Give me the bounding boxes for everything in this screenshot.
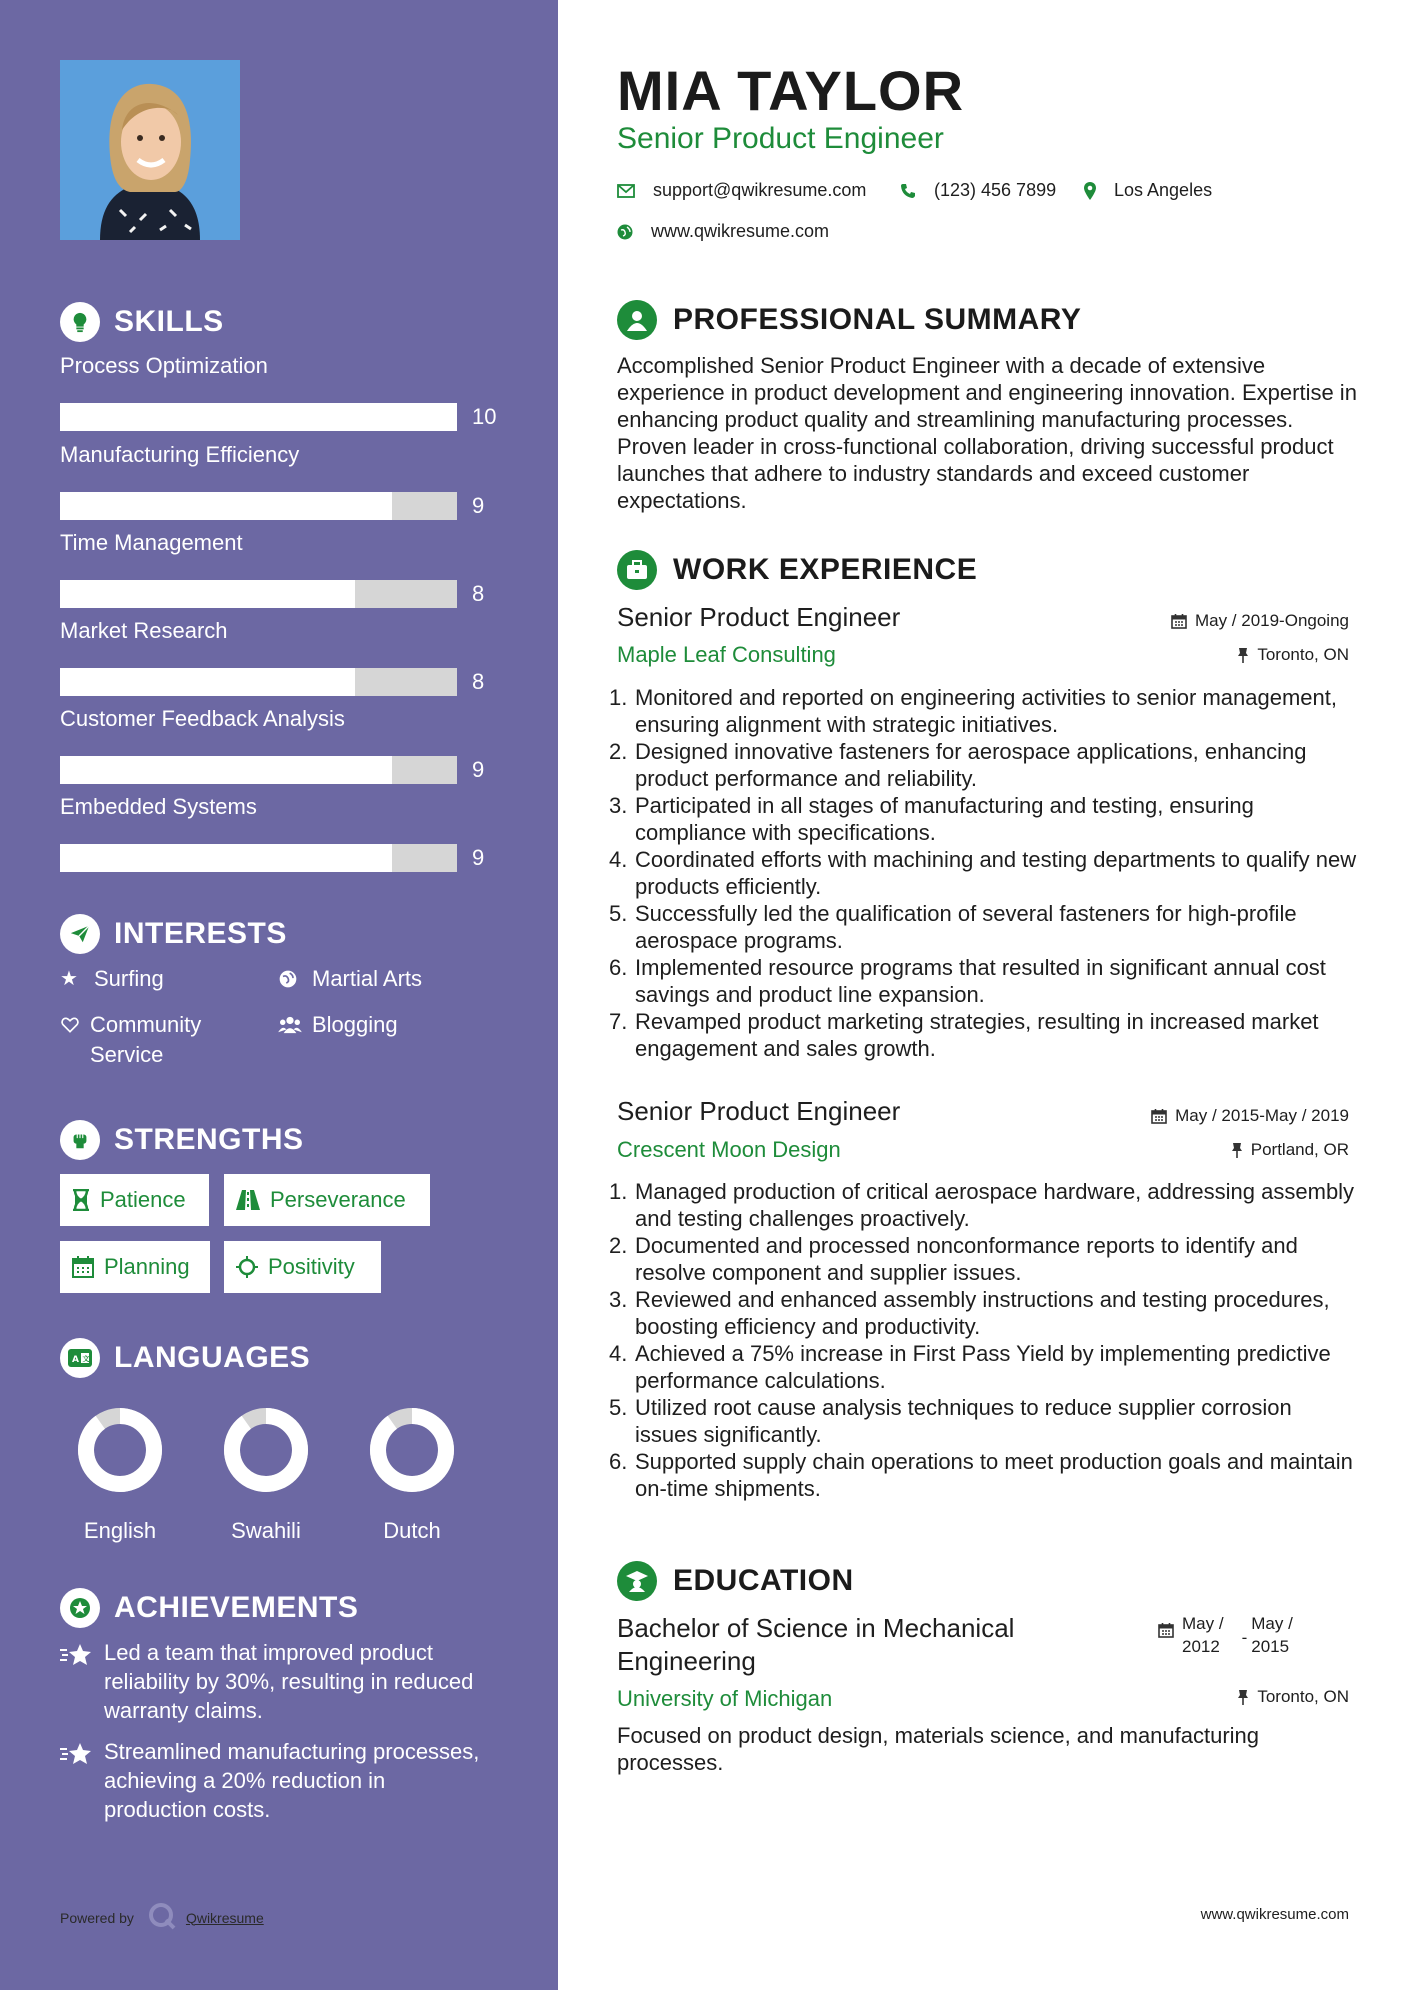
language-level-ring: [366, 1404, 458, 1496]
calendar-icon: [1151, 1108, 1167, 1124]
interest-item-community-service: [60, 1010, 240, 1070]
language-label: Swahili: [231, 1518, 301, 1543]
candidate-role: Senior Product Engineer: [617, 122, 944, 155]
bullet-text: Managed production of critical aerospace hardware, addressing assembly and testing challenges proactively.: [635, 1179, 1355, 1231]
skill-bar-fill: [60, 668, 355, 696]
interests-title: INTERESTS: [114, 917, 287, 950]
summary-text: Accomplished Senior Product Engineer with a decade of extensive experience in product development and engineering innovation. Expertise in enhancing product quality and streamlining manufacturing processes. Proven leader in cross-functional collaboration, driving successful product launches that adhere to industry standards and exceed customer expectations.: [617, 353, 1357, 513]
bullet-number: 6.: [609, 1449, 628, 1474]
bullet-number: 1.: [609, 1179, 628, 1204]
achievements-title: ACHIEVEMENTS: [114, 1591, 359, 1624]
star-icon: ★: [60, 968, 78, 990]
svg-text:文: 文: [82, 1355, 90, 1363]
skills-heading: [60, 302, 224, 342]
job-title: Senior Product Engineer: [617, 1096, 901, 1126]
skill-bar-fill: [60, 492, 392, 520]
skill-bar: [60, 492, 500, 520]
interest-item-surfing: [60, 964, 164, 994]
strength-label: Positivity: [268, 1254, 355, 1279]
strength-label: Planning: [104, 1254, 190, 1279]
footer-url[interactable]: www.qwikresume.com: [1200, 1906, 1349, 1923]
skill-label: Manufacturing Efficiency: [60, 442, 300, 467]
skill-bar-track: [60, 756, 457, 784]
lightbulb-icon: [60, 302, 100, 342]
language-ring-fill: [232, 1416, 300, 1484]
interest-item-martial-arts: [278, 964, 422, 994]
achievement-text: Led a team that improved product reliability by 30%, resulting in reduced warranty claims.: [104, 1640, 474, 1723]
education-dates: [1158, 1612, 1293, 1658]
phone-icon: [900, 183, 916, 199]
job-bullet: [609, 846, 1359, 900]
skill-score: 8: [472, 669, 485, 694]
map-pin-icon: [1084, 182, 1096, 200]
job-dates: [1151, 1106, 1349, 1126]
interest-label: Community Service: [90, 1012, 202, 1067]
user-icon: [617, 300, 657, 340]
strength-chip-positivity: [224, 1241, 381, 1293]
experience-title: WORK EXPERIENCE: [673, 553, 978, 586]
skill-bar: [60, 403, 500, 431]
bullet-text: Revamped product marketing strategies, resulting in increased market engagement and sales growth.: [635, 1009, 1319, 1061]
hourglass-icon: [72, 1189, 90, 1211]
pushpin-icon: [1231, 1142, 1243, 1158]
language-level-ring: [74, 1404, 166, 1496]
calendar-icon: [1158, 1622, 1174, 1638]
road-icon: [236, 1190, 260, 1210]
achievement-item: [60, 1638, 480, 1725]
skill-score: 9: [472, 845, 485, 870]
degree-name: Bachelor of Science in Mechanical Engineering: [617, 1613, 1015, 1676]
summary-title: PROFESSIONAL SUMMARY: [673, 303, 1082, 336]
skill-bar-track: [60, 668, 457, 696]
website-text[interactable]: www.qwikresume.com: [651, 221, 830, 241]
job-bullet: [609, 1448, 1359, 1502]
bullet-text: Successfully led the qualification of several fasteners for high-profile aerospace programs.: [635, 901, 1297, 953]
qwikresume-logo-icon: [148, 1902, 176, 1933]
achievements-heading: [60, 1588, 358, 1628]
skill-bar-fill: [60, 844, 392, 872]
education-end: [1251, 1612, 1293, 1658]
contact-phone: [900, 180, 1056, 201]
qwikresume-link[interactable]: Qwikresume: [185, 1909, 264, 1926]
job-bullets: [609, 684, 1359, 1062]
skill-item: [60, 529, 500, 608]
language-label: Dutch: [383, 1518, 441, 1543]
job-bullet: [609, 1178, 1359, 1232]
date-separator: -: [1241, 1628, 1248, 1647]
interest-label: Surfing: [94, 966, 164, 991]
bullet-text: Supported supply chain operations to meet production goals and maintain on-time shipments.: [635, 1449, 1353, 1501]
paper-plane-icon: [60, 914, 100, 954]
bullet-number: 7.: [609, 1009, 628, 1034]
job-bullet: [609, 1394, 1359, 1448]
calendar-icon: [1171, 613, 1187, 629]
sidebar: [0, 0, 558, 1990]
bullet-text: Designed innovative fasteners for aerospace applications, enhancing product performance and reliability.: [635, 739, 1307, 791]
bullet-text: Utilized root cause analysis techniques to reduce supplier corrosion issues significantly.: [635, 1395, 1292, 1447]
job-bullet: [609, 1286, 1359, 1340]
job-dates: [1171, 611, 1349, 631]
education-heading: [617, 1561, 854, 1601]
job-title: Senior Product Engineer: [617, 602, 901, 632]
languages-heading: [60, 1338, 310, 1378]
language-ring-fill: [86, 1416, 154, 1484]
job-location: [1231, 1140, 1349, 1160]
skill-label: Embedded Systems: [60, 794, 257, 819]
skill-score: 8: [472, 581, 485, 606]
end-year: 2015: [1251, 1637, 1290, 1656]
education-description: Focused on product design, materials science, and manufacturing processes.: [617, 1723, 1260, 1775]
skill-score: 9: [472, 757, 485, 782]
skill-bar-track: [60, 580, 457, 608]
users-icon: [278, 1010, 302, 1040]
globe-icon: [278, 964, 302, 994]
skill-score: 9: [472, 493, 485, 518]
skill-bar: [60, 844, 500, 872]
powered-by: [60, 1902, 264, 1933]
strengths-title: STRENGTHS: [114, 1123, 304, 1156]
skill-bar: [60, 756, 500, 784]
phone-text: (123) 456 7899: [934, 180, 1057, 200]
job-bullet: [609, 792, 1359, 846]
skill-bar: [60, 668, 500, 696]
job-bullet: [609, 1232, 1359, 1286]
skill-label: Process Optimization: [60, 353, 268, 378]
skill-item: [60, 617, 500, 696]
education-title: EDUCATION: [673, 1564, 854, 1597]
interest-label: Blogging: [312, 1012, 398, 1037]
company-name: Maple Leaf Consulting: [617, 642, 836, 667]
bullet-number: 6.: [609, 955, 628, 980]
bullet-text: Participated in all stages of manufacturing and testing, ensuring compliance with specifications.: [635, 793, 1254, 845]
school-name: University of Michigan: [617, 1686, 833, 1711]
interests-heading: [60, 914, 287, 954]
skill-bar-track: [60, 403, 457, 431]
shooting-star-icon: [60, 1737, 104, 1772]
graduate-icon: [617, 1561, 657, 1601]
fist-icon: [60, 1120, 100, 1160]
pushpin-icon: [1237, 647, 1249, 663]
bullet-text: Achieved a 75% increase in First Pass Yield by implementing predictive performance calculations.: [635, 1341, 1331, 1393]
company-name: Crescent Moon Design: [617, 1137, 841, 1162]
experience-heading: [617, 550, 977, 590]
bullet-number: 4.: [609, 847, 628, 872]
language-level-ring: [220, 1404, 312, 1496]
job-bullet: [609, 738, 1359, 792]
job-bullet: [609, 954, 1359, 1008]
skill-item: [60, 441, 500, 520]
languages-title: LANGUAGES: [114, 1341, 311, 1374]
skill-bar-fill: [60, 756, 392, 784]
bullet-number: 5.: [609, 901, 628, 926]
bullet-text: Reviewed and enhanced assembly instructions and testing procedures, boosting efficiency and productivity.: [635, 1287, 1330, 1339]
job-location: [1237, 645, 1349, 665]
bullet-number: 3.: [609, 793, 628, 818]
job-bullet: [609, 1008, 1359, 1062]
interest-label: Martial Arts: [312, 966, 423, 991]
sun-icon: [236, 1256, 258, 1278]
job-bullets: [609, 1178, 1359, 1502]
bullet-number: 1.: [609, 685, 628, 710]
strength-chip-perseverance: [224, 1174, 430, 1226]
start-month: May /: [1182, 1614, 1224, 1633]
bullet-number: 5.: [609, 1395, 628, 1420]
strength-chip-planning: [60, 1241, 210, 1293]
job-bullet: [609, 1340, 1359, 1394]
globe-icon: [617, 224, 633, 240]
language-item: [206, 1404, 326, 1544]
job-bullet: [609, 900, 1359, 954]
bullet-number: 2.: [609, 1233, 628, 1258]
bullet-text: Monitored and reported on engineering activities to senior management, ensuring alignment with strategic initiatives.: [635, 685, 1337, 737]
job-bullet: [609, 684, 1359, 738]
education-location: [1237, 1687, 1349, 1707]
calendar-icon: [72, 1256, 94, 1278]
job-location-text: Toronto, ON: [1257, 645, 1349, 664]
pushpin-icon: [1237, 1689, 1249, 1705]
education-location-text: Toronto, ON: [1257, 1687, 1349, 1706]
bullet-text: Coordinated efforts with machining and testing departments to qualify new products efficiently.: [635, 847, 1357, 899]
language-ring-fill: [378, 1416, 446, 1484]
strengths-heading: [60, 1120, 304, 1160]
skills-title: SKILLS: [114, 305, 224, 338]
skill-bar-track: [60, 844, 457, 872]
job-dates-text: May / 2015-May / 2019: [1175, 1106, 1349, 1125]
language-item: [352, 1404, 472, 1544]
strength-label: Patience: [100, 1187, 186, 1212]
achievement-text: Streamlined manufacturing processes, achieving a 20% reduction in production costs.: [104, 1739, 480, 1822]
skill-bar-track: [60, 492, 457, 520]
education-start: [1182, 1612, 1224, 1658]
location-text: Los Angeles: [1114, 180, 1213, 200]
skill-label: Market Research: [60, 618, 228, 643]
contact-email: [617, 180, 866, 201]
briefcase-icon: [617, 550, 657, 590]
skill-item: [60, 352, 500, 431]
bullet-number: 4.: [609, 1341, 628, 1366]
language-item: [60, 1404, 180, 1544]
bullet-number: 2.: [609, 739, 628, 764]
contact-location: [1084, 180, 1212, 201]
award-star-icon: [60, 1588, 100, 1628]
strength-chip-patience: [60, 1174, 209, 1226]
skill-score: 10: [472, 404, 497, 429]
envelope-icon: [617, 184, 635, 198]
strength-label: Perseverance: [270, 1187, 406, 1212]
start-year: 2012: [1182, 1637, 1220, 1656]
contact-website: [617, 221, 829, 242]
email-text[interactable]: support@qwikresume.com: [653, 180, 867, 200]
candidate-name: MIA TAYLOR: [617, 59, 965, 122]
svg-text:A: A: [72, 1355, 79, 1365]
skill-bar-fill: [60, 580, 355, 608]
summary-heading: [617, 300, 1081, 340]
end-month: May /: [1251, 1614, 1293, 1633]
bullet-text: Documented and processed nonconformance reports to identify and resolve component and supplier issues.: [635, 1233, 1298, 1285]
shooting-star-icon: [60, 1638, 104, 1673]
skill-label: Customer Feedback Analysis: [60, 706, 345, 731]
job-location-text: Portland, OR: [1250, 1140, 1349, 1159]
language-label: English: [83, 1518, 157, 1543]
bullet-number: 3.: [609, 1287, 628, 1312]
powered-by-label: Powered by: [60, 1909, 134, 1926]
translate-icon: [60, 1338, 100, 1378]
achievement-item: [60, 1737, 480, 1824]
bullet-text: Implemented resource programs that resulted in significant annual cost savings and product line expansion.: [635, 955, 1326, 1007]
skill-item: [60, 705, 500, 784]
skill-item: [60, 793, 500, 872]
skill-label: Time Management: [60, 530, 243, 555]
profile-photo: [60, 60, 240, 240]
skill-bar: [60, 580, 500, 608]
heart-icon: [60, 1010, 80, 1040]
job-dates-text: May / 2019-Ongoing: [1194, 611, 1349, 630]
interest-item-blogging: [278, 1010, 398, 1040]
skill-bar-fill: [60, 403, 457, 431]
